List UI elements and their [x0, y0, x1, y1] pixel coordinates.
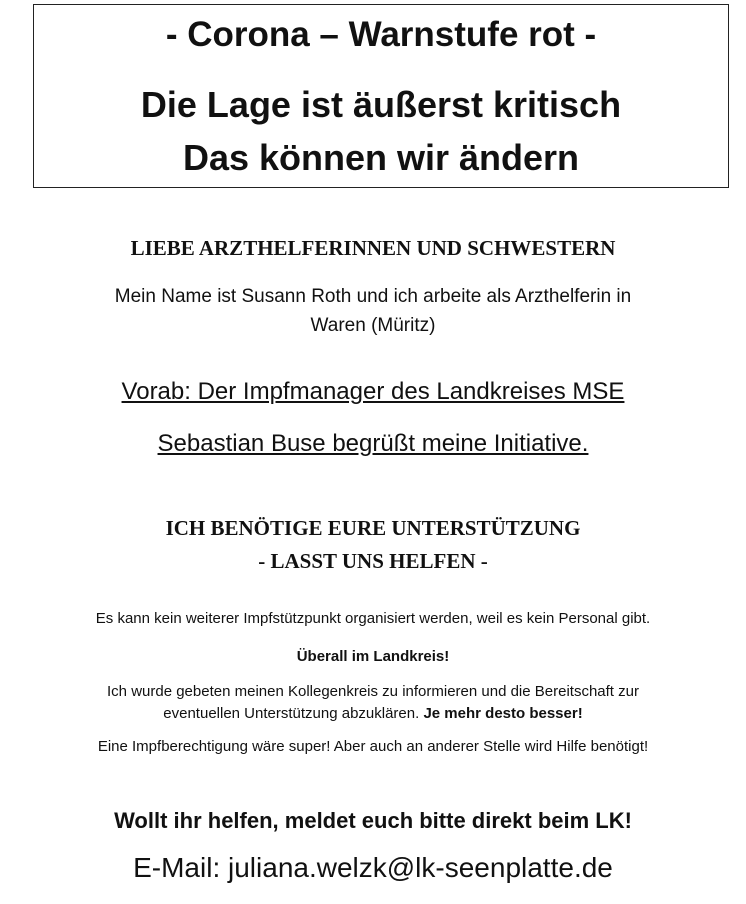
intro-paragraph [0, 282, 746, 340]
support-heading: ICH BENÖTIGE EURE UNTERSTÜTZUNG [165, 516, 581, 540]
body-paragraph-3-text: eventuellen Unterstützung abzuklären. [163, 705, 420, 722]
header-subtitle-1: Die Lage ist äußerst kritisch [140, 84, 622, 125]
greeting-heading: LIEBE ARZTHELFERINNEN UND SCHWESTERN [130, 236, 616, 260]
email-address: juliana.welzk@lk-seenplatte.de [228, 852, 613, 883]
support-subheading: - LASST UNS HELFEN - [258, 549, 488, 573]
email-label: E-Mail: [133, 852, 221, 883]
body-paragraph-3-line-2 [0, 703, 746, 725]
body-paragraph-3-line-1: Ich wurde gebeten meinen Kollegenkreis zu informieren und die Bereitschaft zur [107, 683, 639, 700]
header-box [33, 4, 729, 188]
body-paragraph-3-emphasis: Je mehr desto besser! [423, 705, 583, 722]
vorab-line-1: Vorab: Der Impfmanager des Landkreises MSE [121, 378, 625, 405]
body-paragraph-1: Es kann kein weiterer Impfstützpunkt organisiert werden, weil es kein Personal gibt. [95, 610, 651, 627]
intro-line-1: Mein Name ist Susann Roth und ich arbeite als Arzthelferin in [114, 286, 632, 307]
body-paragraph-2: Überall im Landkreis! [296, 648, 450, 665]
header-title: - Corona – Warnstufe rot - [165, 15, 597, 54]
header-subtitle-2: Das können wir ändern [182, 137, 580, 178]
contact-line [0, 852, 746, 884]
body-paragraph-3 [0, 681, 746, 725]
intro-line-2: Waren (Müritz) [310, 315, 436, 336]
body-paragraph-4: Eine Impfberechtigung wäre super! Aber auch an anderer Stelle wird Hilfe benötigt! [97, 738, 649, 755]
vorab-line-2: Sebastian Buse begrüßt meine Initiative. [157, 430, 589, 457]
call-to-action: Wollt ihr helfen, meldet euch bitte direkt beim LK! [114, 808, 632, 833]
